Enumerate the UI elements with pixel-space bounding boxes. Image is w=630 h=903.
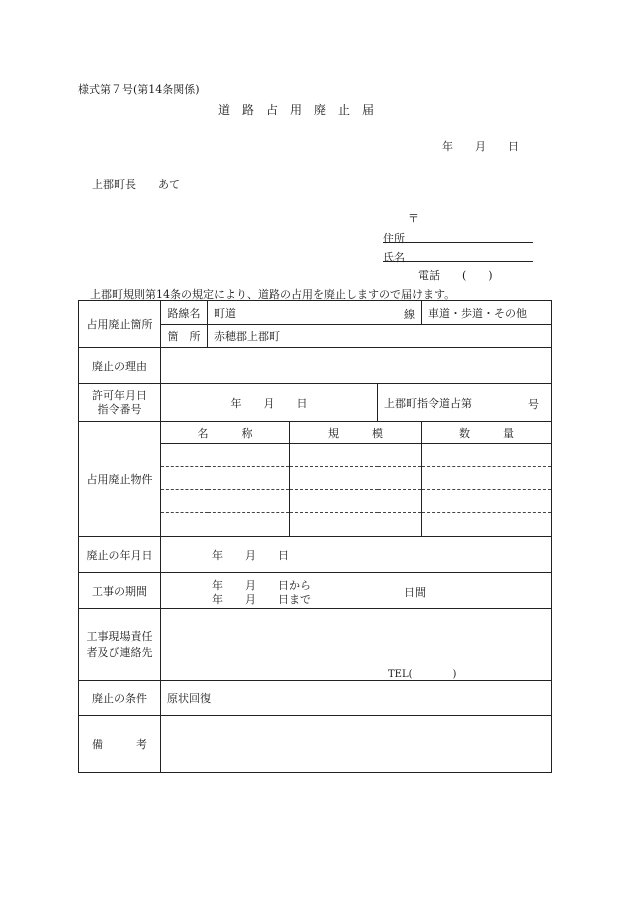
object-name-cell xyxy=(161,444,290,467)
route-name-value: 町道 xyxy=(214,306,236,320)
work-period-cell xyxy=(161,573,552,609)
work-period-label: 工事の期間 xyxy=(79,573,161,609)
form-number: 様式第７号(第14条関係) xyxy=(78,83,200,96)
object-scale-cell xyxy=(290,444,422,467)
col-qty-header: 数 量 xyxy=(422,422,552,444)
phone-label: 電話 ( ) xyxy=(418,269,493,282)
work-period-from: 年 月 日から xyxy=(212,579,311,592)
object-qty-cell xyxy=(422,513,552,537)
remarks-value xyxy=(161,716,552,773)
permit-number-suffix: 号 xyxy=(528,398,540,411)
name-label: 氏名 xyxy=(383,251,405,264)
supervisor-label-line2: 者及び連絡先 xyxy=(86,645,153,659)
location-label: 占用廃止箇所 xyxy=(79,301,161,348)
conditions-label: 廃止の条件 xyxy=(79,681,161,716)
permit-date: 年 月 日 xyxy=(161,384,378,422)
object-qty-cell xyxy=(422,490,552,513)
line-suffix: 線 xyxy=(404,308,416,321)
supervisor-label-line1: 工事現場責任 xyxy=(86,629,153,643)
place-label: 箇 所 xyxy=(161,325,208,348)
object-scale-cell xyxy=(290,490,422,513)
conditions-value: 原状回復 xyxy=(161,681,552,716)
permit-number-label: 指令番号 xyxy=(97,402,142,416)
reason-value xyxy=(161,348,552,384)
route-name-cell xyxy=(208,301,422,325)
permit-label xyxy=(79,384,161,422)
work-period-to: 年 月 日まで xyxy=(212,593,311,606)
object-qty-cell xyxy=(422,444,552,467)
object-scale-cell xyxy=(290,513,422,537)
object-name-cell xyxy=(161,467,290,490)
permit-date-label: 許可年月日 xyxy=(92,388,147,402)
remarks-label: 備 考 xyxy=(79,716,161,773)
work-period-days: 日間 xyxy=(404,586,426,599)
place-value: 赤穂郡上郡町 xyxy=(208,325,552,348)
form-title: 道 路 占 用 廃 止 届 xyxy=(218,103,375,117)
supervisor-cell xyxy=(161,609,552,681)
object-qty-cell xyxy=(422,467,552,490)
object-name-cell xyxy=(161,490,290,513)
permit-number-prefix: 上郡町指令道占第 xyxy=(384,396,472,410)
objects-label: 占用廃止物件 xyxy=(79,422,161,537)
object-scale-cell xyxy=(290,467,422,490)
abolition-form-table xyxy=(78,300,552,773)
reason-label: 廃止の理由 xyxy=(79,348,161,384)
supervisor-tel: TEL( ) xyxy=(388,669,457,680)
postal-mark: 〒 xyxy=(408,212,419,225)
address-label: 住所 xyxy=(383,232,405,245)
name-underline xyxy=(383,261,533,262)
submission-date: 年 月 日 xyxy=(442,140,519,153)
col-name-header: 名 称 xyxy=(161,422,290,444)
intro-text: 上郡町規則第14条の規定により、道路の占用を廃止しますので届けます。 xyxy=(90,288,456,301)
addressee: 上郡町長 あて xyxy=(92,178,180,191)
supervisor-label xyxy=(79,609,161,681)
abolish-date-value: 年 月 日 xyxy=(161,537,552,573)
col-scale-header: 規 模 xyxy=(290,422,422,444)
abolish-date-label: 廃止の年月日 xyxy=(79,537,161,573)
route-name-label: 路線名 xyxy=(161,301,208,325)
address-underline xyxy=(383,242,533,243)
object-name-cell xyxy=(161,513,290,537)
permit-number xyxy=(378,384,552,422)
road-types: 車道・歩道・その他 xyxy=(422,301,552,325)
